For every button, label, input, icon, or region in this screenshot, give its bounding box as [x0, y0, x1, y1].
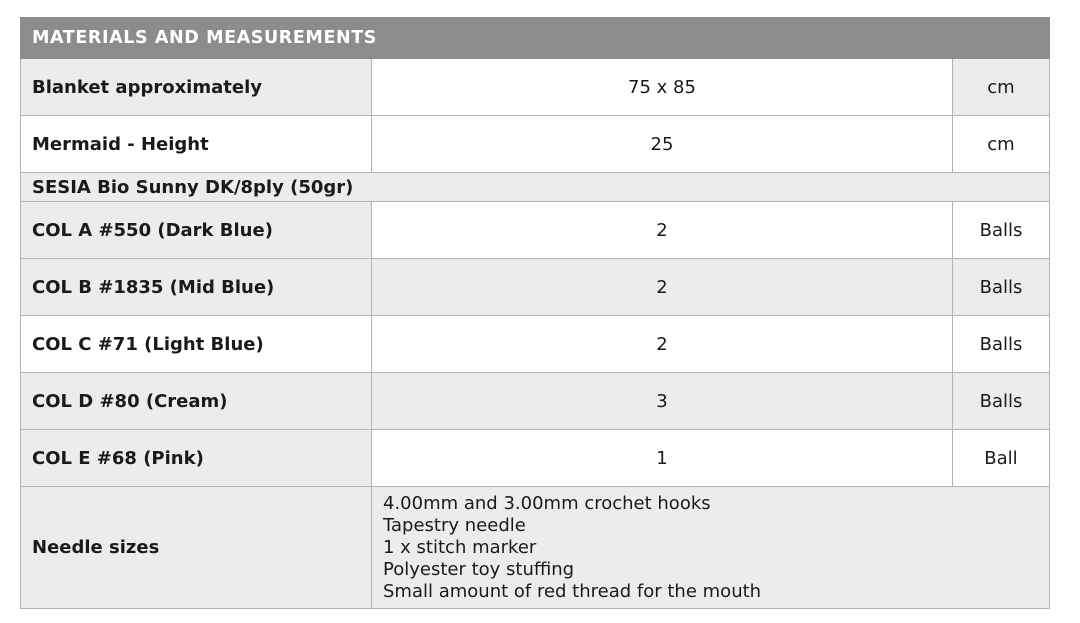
needle-sizes-label: Needle sizes — [21, 487, 372, 609]
row-label: COL E #68 (Pink) — [21, 430, 372, 487]
yarn-header-row — [21, 173, 1050, 202]
row-value: 2 — [372, 316, 953, 373]
list-item: Small amount of red thread for the mouth — [383, 580, 762, 602]
table-row — [21, 202, 1050, 259]
list-item: Tapestry needle — [383, 514, 526, 536]
yarn-header: SESIA Bio Sunny DK/8ply (50gr) — [21, 173, 1050, 202]
row-label: COL B #1835 (Mid Blue) — [21, 259, 372, 316]
needle-sizes-list — [383, 489, 1049, 607]
table-row — [21, 259, 1050, 316]
materials-table-container — [20, 17, 1049, 609]
row-unit: Balls — [953, 259, 1050, 316]
row-value: 25 — [372, 116, 953, 173]
row-label: COL C #71 (Light Blue) — [21, 316, 372, 373]
list-item: Polyester toy stuffing — [383, 558, 575, 580]
row-unit: Ball — [953, 430, 1050, 487]
row-unit: Balls — [953, 373, 1050, 430]
row-label: Mermaid - Height — [21, 116, 372, 173]
table-header-row — [21, 18, 1050, 59]
row-label: Blanket approximately — [21, 59, 372, 116]
table-row — [21, 316, 1050, 373]
row-value: 75 x 85 — [372, 59, 953, 116]
row-unit: cm — [953, 59, 1050, 116]
list-item: 1 x stitch marker — [383, 536, 537, 558]
table-row — [21, 373, 1050, 430]
row-unit: cm — [953, 116, 1050, 173]
table-row — [21, 430, 1050, 487]
materials-table — [20, 17, 1050, 609]
table-title: MATERIALS AND MEASUREMENTS — [21, 18, 1050, 59]
table-row — [21, 116, 1050, 173]
row-unit: Balls — [953, 202, 1050, 259]
table-row — [21, 59, 1050, 116]
row-value: 3 — [372, 373, 953, 430]
row-label: COL D #80 (Cream) — [21, 373, 372, 430]
row-value: 2 — [372, 202, 953, 259]
needle-sizes-row — [21, 487, 1050, 609]
list-item: 4.00mm and 3.00mm crochet hooks — [383, 492, 711, 514]
needle-sizes-list-cell — [372, 487, 1050, 609]
row-label: COL A #550 (Dark Blue) — [21, 202, 372, 259]
row-value: 1 — [372, 430, 953, 487]
row-unit: Balls — [953, 316, 1050, 373]
row-value: 2 — [372, 259, 953, 316]
